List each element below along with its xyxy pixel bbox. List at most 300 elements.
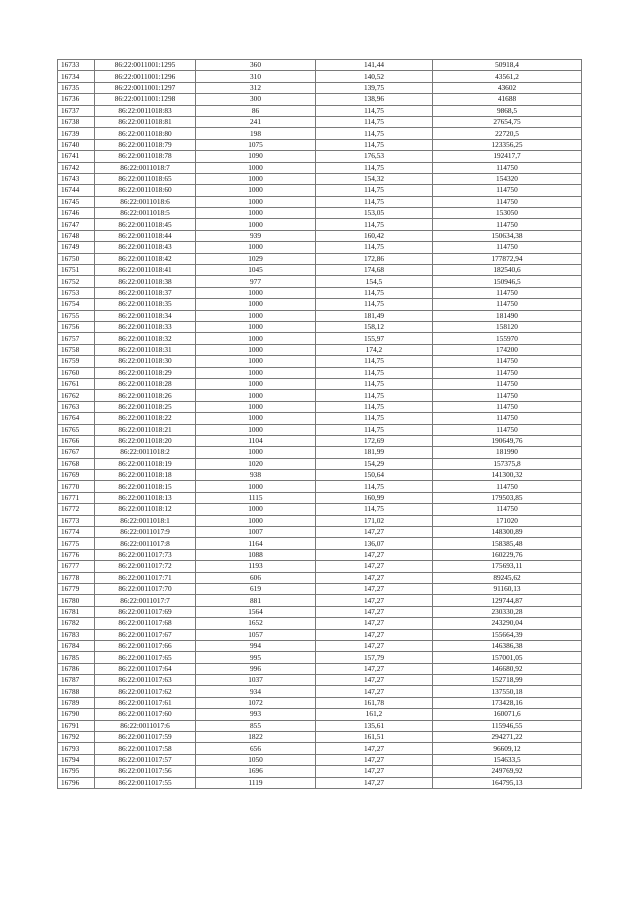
cadastral-value-cell: 173428,16 — [433, 697, 582, 708]
cadastral-value-cell: 114750 — [433, 390, 582, 401]
cadastral-number-cell: 86:22:0011017:68 — [95, 618, 196, 629]
area-cell: 1050 — [196, 754, 316, 765]
specific-value-cell: 147,27 — [316, 618, 433, 629]
row-number-cell: 16793 — [58, 743, 95, 754]
table-row — [58, 185, 582, 196]
row-number-cell: 16790 — [58, 709, 95, 720]
cadastral-number-cell: 86:22:0011018:80 — [95, 128, 196, 139]
cadastral-value-cell: 294271,22 — [433, 732, 582, 743]
specific-value-cell: 160,99 — [316, 492, 433, 503]
row-number-cell: 16789 — [58, 697, 95, 708]
cadastral-number-cell: 86:22:0011017:8 — [95, 538, 196, 549]
row-number-cell: 16741 — [58, 151, 95, 162]
table-row — [58, 481, 582, 492]
table-row — [58, 94, 582, 105]
row-number-cell: 16782 — [58, 618, 95, 629]
cadastral-value-cell: 89245,62 — [433, 572, 582, 583]
cadastral-value-cell: 190649,76 — [433, 435, 582, 446]
cadastral-value-cell: 115946,55 — [433, 720, 582, 731]
area-cell: 977 — [196, 276, 316, 287]
area-cell: 993 — [196, 709, 316, 720]
table-row — [58, 766, 582, 777]
row-number-cell: 16753 — [58, 287, 95, 298]
cadastral-value-cell: 175693,11 — [433, 561, 582, 572]
cadastral-number-cell: 86:22:0011017:69 — [95, 606, 196, 617]
area-cell: 1000 — [196, 196, 316, 207]
table-row — [58, 629, 582, 640]
cadastral-value-cell: 181990 — [433, 447, 582, 458]
specific-value-cell: 174,68 — [316, 265, 433, 276]
cadastral-value-cell: 150946,5 — [433, 276, 582, 287]
table-row — [58, 675, 582, 686]
area-cell: 1007 — [196, 527, 316, 538]
area-cell: 1115 — [196, 492, 316, 503]
area-cell: 1090 — [196, 151, 316, 162]
cadastral-value-cell: 154320 — [433, 173, 582, 184]
table-row — [58, 401, 582, 412]
table-row — [58, 71, 582, 82]
area-cell: 1000 — [196, 515, 316, 526]
cadastral-value-cell: 41688 — [433, 94, 582, 105]
cadastral-value-cell: 157375,8 — [433, 458, 582, 469]
table-row — [58, 321, 582, 332]
row-number-cell: 16743 — [58, 173, 95, 184]
cadastral-value-cell: 158385,48 — [433, 538, 582, 549]
table-row — [58, 663, 582, 674]
specific-value-cell: 114,75 — [316, 116, 433, 127]
table-row — [58, 492, 582, 503]
area-cell: 1029 — [196, 253, 316, 264]
specific-value-cell: 114,75 — [316, 105, 433, 116]
area-cell: 855 — [196, 720, 316, 731]
cadastral-number-cell: 86:22:0011018:12 — [95, 504, 196, 515]
cadastral-value-cell: 114750 — [433, 401, 582, 412]
cadastral-number-cell: 86:22:0011018:81 — [95, 116, 196, 127]
specific-value-cell: 150,64 — [316, 470, 433, 481]
row-number-cell: 16751 — [58, 265, 95, 276]
table-row — [58, 595, 582, 606]
specific-value-cell: 153,05 — [316, 208, 433, 219]
specific-value-cell: 172,69 — [316, 435, 433, 446]
row-number-cell: 16786 — [58, 663, 95, 674]
row-number-cell: 16754 — [58, 299, 95, 310]
cadastral-number-cell: 86:22:0011018:45 — [95, 219, 196, 230]
specific-value-cell: 171,02 — [316, 515, 433, 526]
area-cell: 881 — [196, 595, 316, 606]
area-cell: 241 — [196, 116, 316, 127]
specific-value-cell: 154,32 — [316, 173, 433, 184]
table-row — [58, 378, 582, 389]
area-cell: 360 — [196, 60, 316, 71]
cadastral-number-cell: 86:22:0011018:37 — [95, 287, 196, 298]
table-row — [58, 333, 582, 344]
table-row — [58, 128, 582, 139]
area-cell: 1000 — [196, 356, 316, 367]
area-cell: 1000 — [196, 287, 316, 298]
specific-value-cell: 147,27 — [316, 583, 433, 594]
area-cell: 1000 — [196, 310, 316, 321]
cadastral-number-cell: 86:22:0011018:60 — [95, 185, 196, 196]
cadastral-value-cell: 129744,87 — [433, 595, 582, 606]
specific-value-cell: 141,44 — [316, 60, 433, 71]
table-row — [58, 173, 582, 184]
row-number-cell: 16778 — [58, 572, 95, 583]
cadastral-value-cell: 150634,38 — [433, 230, 582, 241]
area-cell: 1000 — [196, 321, 316, 332]
specific-value-cell: 114,75 — [316, 287, 433, 298]
area-cell: 1822 — [196, 732, 316, 743]
table-row — [58, 754, 582, 765]
specific-value-cell: 114,75 — [316, 367, 433, 378]
cadastral-number-cell: 86:22:0011017:73 — [95, 549, 196, 560]
row-number-cell: 16784 — [58, 640, 95, 651]
table-row — [58, 424, 582, 435]
cadastral-value-cell: 148300,89 — [433, 527, 582, 538]
area-cell: 1000 — [196, 242, 316, 253]
specific-value-cell: 147,27 — [316, 549, 433, 560]
table-row — [58, 82, 582, 93]
cadastral-number-cell: 86:22:0011018:2 — [95, 447, 196, 458]
cadastral-value-cell: 152718,99 — [433, 675, 582, 686]
table-row — [58, 652, 582, 663]
cadastral-number-cell: 86:22:0011018:18 — [95, 470, 196, 481]
specific-value-cell: 147,27 — [316, 629, 433, 640]
table-row — [58, 356, 582, 367]
table-row — [58, 618, 582, 629]
specific-value-cell: 172,86 — [316, 253, 433, 264]
specific-value-cell: 155,97 — [316, 333, 433, 344]
table-row — [58, 583, 582, 594]
cadastral-number-cell: 86:22:0011017:63 — [95, 675, 196, 686]
table-row — [58, 743, 582, 754]
specific-value-cell: 114,75 — [316, 139, 433, 150]
cadastral-value-cell: 192417,7 — [433, 151, 582, 162]
specific-value-cell: 114,75 — [316, 504, 433, 515]
area-cell: 198 — [196, 128, 316, 139]
table-row — [58, 208, 582, 219]
cadastral-number-cell: 86:22:0011018:34 — [95, 310, 196, 321]
cadastral-number-cell: 86:22:0011018:26 — [95, 390, 196, 401]
row-number-cell: 16794 — [58, 754, 95, 765]
specific-value-cell: 161,51 — [316, 732, 433, 743]
cadastral-number-cell: 86:22:0011018:30 — [95, 356, 196, 367]
specific-value-cell: 147,27 — [316, 663, 433, 674]
cadastral-value-cell: 146680,92 — [433, 663, 582, 674]
cadastral-number-cell: 86:22:0011018:15 — [95, 481, 196, 492]
area-cell: 1072 — [196, 697, 316, 708]
table-row — [58, 640, 582, 651]
specific-value-cell: 147,27 — [316, 686, 433, 697]
cadastral-value-cell: 230330,28 — [433, 606, 582, 617]
cadastral-number-cell: 86:22:0011017:71 — [95, 572, 196, 583]
specific-value-cell: 114,75 — [316, 413, 433, 424]
specific-value-cell: 138,96 — [316, 94, 433, 105]
cadastral-value-cell: 43561,2 — [433, 71, 582, 82]
row-number-cell: 16748 — [58, 230, 95, 241]
cadastral-value-cell: 50918,4 — [433, 60, 582, 71]
cadastral-number-cell: 86:22:0011018:43 — [95, 242, 196, 253]
specific-value-cell: 147,27 — [316, 572, 433, 583]
table-row — [58, 265, 582, 276]
specific-value-cell: 114,75 — [316, 390, 433, 401]
area-cell: 996 — [196, 663, 316, 674]
table-row — [58, 686, 582, 697]
row-number-cell: 16755 — [58, 310, 95, 321]
cadastral-number-cell: 86:22:0011018:25 — [95, 401, 196, 412]
cadastral-number-cell: 86:22:0011017:7 — [95, 595, 196, 606]
area-cell: 995 — [196, 652, 316, 663]
area-cell: 1000 — [196, 390, 316, 401]
cadastral-value-cell: 114750 — [433, 242, 582, 253]
table-row — [58, 413, 582, 424]
row-number-cell: 16746 — [58, 208, 95, 219]
cadastral-value-cell: 114750 — [433, 424, 582, 435]
area-cell: 1037 — [196, 675, 316, 686]
row-number-cell: 16757 — [58, 333, 95, 344]
cadastral-number-cell: 86:22:0011018:29 — [95, 367, 196, 378]
row-number-cell: 16749 — [58, 242, 95, 253]
cadastral-number-cell: 86:22:0011018:20 — [95, 435, 196, 446]
table-row — [58, 60, 582, 71]
specific-value-cell: 157,79 — [316, 652, 433, 663]
area-cell: 1000 — [196, 208, 316, 219]
cadastral-value-cell: 91160,13 — [433, 583, 582, 594]
table-row — [58, 470, 582, 481]
cadastral-value-cell: 114750 — [433, 481, 582, 492]
specific-value-cell: 161,78 — [316, 697, 433, 708]
cadastral-number-cell: 86:22:0011001:1296 — [95, 71, 196, 82]
row-number-cell: 16787 — [58, 675, 95, 686]
area-cell: 1000 — [196, 333, 316, 344]
specific-value-cell: 136,07 — [316, 538, 433, 549]
specific-value-cell: 176,53 — [316, 151, 433, 162]
table-row — [58, 777, 582, 788]
area-cell: 1000 — [196, 504, 316, 515]
table-row — [58, 538, 582, 549]
table-row — [58, 287, 582, 298]
cadastral-value-cell: 158120 — [433, 321, 582, 332]
cadastral-value-cell: 171020 — [433, 515, 582, 526]
cadastral-number-cell: 86:22:0011017:57 — [95, 754, 196, 765]
row-number-cell: 16762 — [58, 390, 95, 401]
table-row — [58, 606, 582, 617]
cadastral-value-cell: 114750 — [433, 299, 582, 310]
table-row — [58, 697, 582, 708]
cadastral-value-cell: 182540,6 — [433, 265, 582, 276]
specific-value-cell: 147,27 — [316, 777, 433, 788]
cadastral-value-cell: 179503,85 — [433, 492, 582, 503]
cadastral-value-cell: 114750 — [433, 185, 582, 196]
cadastral-value-cell: 114750 — [433, 413, 582, 424]
row-number-cell: 16735 — [58, 82, 95, 93]
cadastral-number-cell: 86:22:0011001:1297 — [95, 82, 196, 93]
row-number-cell: 16765 — [58, 424, 95, 435]
area-cell: 1000 — [196, 447, 316, 458]
row-number-cell: 16752 — [58, 276, 95, 287]
cadastral-value-cell: 160071,6 — [433, 709, 582, 720]
cadastral-number-cell: 86:22:0011017:62 — [95, 686, 196, 697]
row-number-cell: 16775 — [58, 538, 95, 549]
cadastral-number-cell: 86:22:0011018:7 — [95, 162, 196, 173]
table-row — [58, 151, 582, 162]
cadastral-number-cell: 86:22:0011017:60 — [95, 709, 196, 720]
specific-value-cell: 147,27 — [316, 640, 433, 651]
cadastral-value-cell: 114750 — [433, 287, 582, 298]
cadastral-value-cell: 137550,18 — [433, 686, 582, 697]
table-row — [58, 242, 582, 253]
area-cell: 1696 — [196, 766, 316, 777]
cadastral-number-cell: 86:22:0011018:1 — [95, 515, 196, 526]
row-number-cell: 16795 — [58, 766, 95, 777]
cadastral-number-cell: 86:22:0011018:42 — [95, 253, 196, 264]
cadastral-number-cell: 86:22:0011017:67 — [95, 629, 196, 640]
cadastral-number-cell: 86:22:0011001:1298 — [95, 94, 196, 105]
table-row — [58, 219, 582, 230]
area-cell: 1000 — [196, 367, 316, 378]
cadastral-number-cell: 86:22:0011018:22 — [95, 413, 196, 424]
area-cell: 1119 — [196, 777, 316, 788]
cadastral-number-cell: 86:22:0011018:41 — [95, 265, 196, 276]
area-cell: 1193 — [196, 561, 316, 572]
cadastral-number-cell: 86:22:0011018:83 — [95, 105, 196, 116]
area-cell: 619 — [196, 583, 316, 594]
cadastral-number-cell: 86:22:0011017:70 — [95, 583, 196, 594]
table-row — [58, 549, 582, 560]
row-number-cell: 16776 — [58, 549, 95, 560]
table-row — [58, 390, 582, 401]
table-row — [58, 447, 582, 458]
specific-value-cell: 174,2 — [316, 344, 433, 355]
table-row — [58, 162, 582, 173]
row-number-cell: 16769 — [58, 470, 95, 481]
cadastral-number-cell: 86:22:0011001:1295 — [95, 60, 196, 71]
row-number-cell: 16792 — [58, 732, 95, 743]
cadastral-value-cell: 181490 — [433, 310, 582, 321]
specific-value-cell: 114,75 — [316, 356, 433, 367]
specific-value-cell: 114,75 — [316, 162, 433, 173]
specific-value-cell: 114,75 — [316, 242, 433, 253]
specific-value-cell: 114,75 — [316, 378, 433, 389]
specific-value-cell: 147,27 — [316, 766, 433, 777]
table-row — [58, 105, 582, 116]
specific-value-cell: 140,52 — [316, 71, 433, 82]
table-row — [58, 527, 582, 538]
specific-value-cell: 114,75 — [316, 424, 433, 435]
area-cell: 1000 — [196, 344, 316, 355]
cadastral-number-cell: 86:22:0011017:59 — [95, 732, 196, 743]
cadastral-value-cell: 114750 — [433, 196, 582, 207]
cadastral-number-cell: 86:22:0011017:56 — [95, 766, 196, 777]
row-number-cell: 16744 — [58, 185, 95, 196]
table-row — [58, 139, 582, 150]
cadastral-number-cell: 86:22:0011018:19 — [95, 458, 196, 469]
cadastral-value-cell: 177872,94 — [433, 253, 582, 264]
specific-value-cell: 147,27 — [316, 675, 433, 686]
table-row — [58, 732, 582, 743]
row-number-cell: 16770 — [58, 481, 95, 492]
cadastral-number-cell: 86:22:0011018:5 — [95, 208, 196, 219]
area-cell: 1564 — [196, 606, 316, 617]
cadastral-number-cell: 86:22:0011018:78 — [95, 151, 196, 162]
cadastral-value-cell: 155664,39 — [433, 629, 582, 640]
area-cell: 1057 — [196, 629, 316, 640]
area-cell: 300 — [196, 94, 316, 105]
table-row — [58, 344, 582, 355]
row-number-cell: 16733 — [58, 60, 95, 71]
row-number-cell: 16756 — [58, 321, 95, 332]
cadastral-value-cell: 160229,76 — [433, 549, 582, 560]
cadastral-number-cell: 86:22:0011018:28 — [95, 378, 196, 389]
cadastral-value-table — [57, 59, 582, 789]
specific-value-cell: 158,12 — [316, 321, 433, 332]
cadastral-number-cell: 86:22:0011018:13 — [95, 492, 196, 503]
cadastral-value-cell: 249769,92 — [433, 766, 582, 777]
area-cell: 1000 — [196, 378, 316, 389]
cadastral-value-cell: 243290,04 — [433, 618, 582, 629]
area-cell: 606 — [196, 572, 316, 583]
area-cell: 310 — [196, 71, 316, 82]
cadastral-number-cell: 86:22:0011018:44 — [95, 230, 196, 241]
row-number-cell: 16780 — [58, 595, 95, 606]
cadastral-number-cell: 86:22:0011017:72 — [95, 561, 196, 572]
cadastral-number-cell: 86:22:0011018:21 — [95, 424, 196, 435]
cadastral-number-cell: 86:22:0011018:31 — [95, 344, 196, 355]
specific-value-cell: 114,75 — [316, 481, 433, 492]
table-row — [58, 253, 582, 264]
row-number-cell: 16759 — [58, 356, 95, 367]
cadastral-value-cell: 123356,25 — [433, 139, 582, 150]
area-cell: 1104 — [196, 435, 316, 446]
table-row — [58, 435, 582, 446]
area-cell: 86 — [196, 105, 316, 116]
row-number-cell: 16766 — [58, 435, 95, 446]
cadastral-number-cell: 86:22:0011018:65 — [95, 173, 196, 184]
area-cell: 1045 — [196, 265, 316, 276]
row-number-cell: 16758 — [58, 344, 95, 355]
specific-value-cell: 147,27 — [316, 595, 433, 606]
table-row — [58, 561, 582, 572]
area-cell: 1164 — [196, 538, 316, 549]
row-number-cell: 16747 — [58, 219, 95, 230]
cadastral-value-cell: 114750 — [433, 367, 582, 378]
area-cell: 656 — [196, 743, 316, 754]
row-number-cell: 16736 — [58, 94, 95, 105]
table-row — [58, 116, 582, 127]
specific-value-cell: 139,75 — [316, 82, 433, 93]
table-row — [58, 276, 582, 287]
specific-value-cell: 160,42 — [316, 230, 433, 241]
specific-value-cell: 147,27 — [316, 527, 433, 538]
area-cell: 934 — [196, 686, 316, 697]
row-number-cell: 16783 — [58, 629, 95, 640]
cadastral-value-cell: 157001,05 — [433, 652, 582, 663]
area-cell: 938 — [196, 470, 316, 481]
row-number-cell: 16779 — [58, 583, 95, 594]
row-number-cell: 16771 — [58, 492, 95, 503]
specific-value-cell: 154,5 — [316, 276, 433, 287]
specific-value-cell: 147,27 — [316, 606, 433, 617]
area-cell: 1000 — [196, 424, 316, 435]
specific-value-cell: 161,2 — [316, 709, 433, 720]
cadastral-number-cell: 86:22:0011017:65 — [95, 652, 196, 663]
row-number-cell: 16761 — [58, 378, 95, 389]
row-number-cell: 16764 — [58, 413, 95, 424]
cadastral-value-cell: 27654,75 — [433, 116, 582, 127]
cadastral-value-cell: 114750 — [433, 356, 582, 367]
cadastral-value-cell: 114750 — [433, 162, 582, 173]
row-number-cell: 16739 — [58, 128, 95, 139]
cadastral-number-cell: 86:22:0011017:6 — [95, 720, 196, 731]
